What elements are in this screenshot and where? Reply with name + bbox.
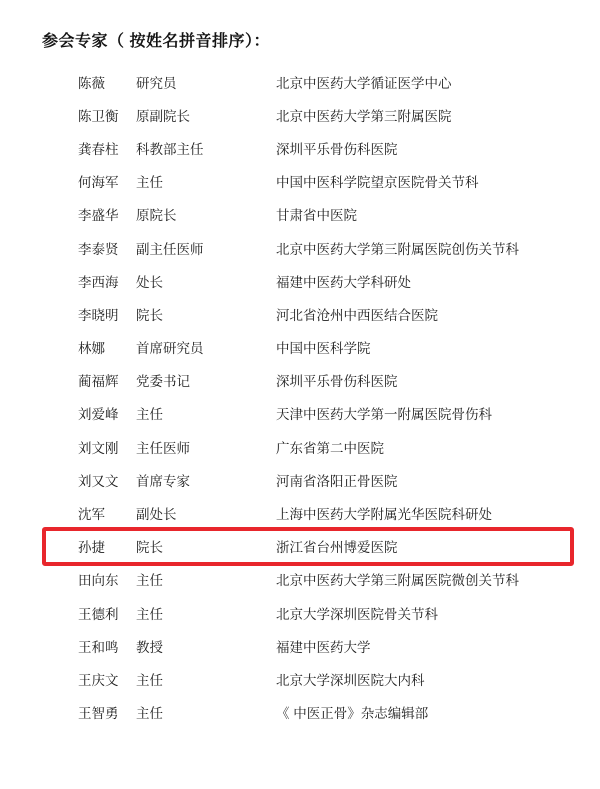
expert-title: 党委书记 bbox=[136, 374, 190, 390]
expert-name: 李西海 bbox=[78, 274, 119, 290]
table-row bbox=[40, 596, 576, 629]
expert-organization: 甘肃省中医院 bbox=[276, 208, 357, 224]
table-row bbox=[40, 231, 576, 264]
expert-name: 王和鸣 bbox=[78, 639, 119, 655]
expert-organization: 中国中医科学院 bbox=[276, 341, 371, 357]
expert-title: 院长 bbox=[136, 540, 163, 556]
table-row bbox=[40, 430, 576, 463]
table-row bbox=[40, 131, 576, 164]
expert-organization: 深圳平乐骨伤科医院 bbox=[276, 374, 398, 390]
expert-title: 主任 bbox=[136, 407, 163, 423]
expert-organization: 深圳平乐骨伤科医院 bbox=[276, 141, 398, 157]
expert-title: 首席研究员 bbox=[136, 341, 204, 357]
table-row bbox=[40, 65, 576, 98]
table-row bbox=[40, 364, 576, 397]
expert-title: 研究员 bbox=[136, 75, 177, 91]
expert-name: 何海军 bbox=[78, 175, 119, 191]
expert-name: 陈薇 bbox=[78, 75, 105, 91]
table-row bbox=[40, 397, 576, 430]
expert-title: 科教部主任 bbox=[136, 141, 204, 157]
expert-organization: 北京中医药大学第三附属医院微创关节科 bbox=[276, 573, 519, 589]
page-title: 参会专家（ 按姓名拼音排序）： bbox=[42, 33, 270, 50]
expert-roster-table bbox=[40, 65, 576, 729]
expert-name: 蔺福辉 bbox=[78, 374, 119, 390]
table-row bbox=[40, 165, 576, 198]
expert-title: 原副院长 bbox=[136, 108, 190, 124]
expert-title: 教授 bbox=[136, 639, 163, 655]
expert-name: 刘又文 bbox=[78, 473, 119, 489]
expert-title: 主任 bbox=[136, 706, 163, 722]
expert-name: 林娜 bbox=[78, 341, 105, 357]
expert-organization: 中国中医科学院望京医院骨关节科 bbox=[276, 175, 479, 191]
table-row bbox=[40, 530, 576, 563]
expert-name: 李盛华 bbox=[78, 208, 119, 224]
expert-name: 田向东 bbox=[78, 573, 119, 589]
expert-organization: 《 中医正骨》杂志编辑部 bbox=[276, 706, 429, 722]
table-row bbox=[40, 662, 576, 695]
expert-name: 孙捷 bbox=[78, 540, 105, 556]
table-row bbox=[40, 297, 576, 330]
table-row bbox=[40, 696, 576, 729]
expert-title: 主任 bbox=[136, 573, 163, 589]
expert-organization: 北京中医药大学第三附属医院 bbox=[276, 108, 452, 124]
expert-title: 主任 bbox=[136, 672, 163, 688]
expert-name: 李晓明 bbox=[78, 307, 119, 323]
expert-title: 主任医师 bbox=[136, 440, 190, 456]
expert-organization: 天津中医药大学第一附属医院骨伤科 bbox=[276, 407, 492, 423]
expert-organization: 北京大学深圳医院骨关节科 bbox=[276, 606, 438, 622]
expert-name: 刘文刚 bbox=[78, 440, 119, 456]
expert-title: 副处长 bbox=[136, 507, 177, 523]
expert-organization: 福建中医药大学科研处 bbox=[276, 274, 411, 290]
expert-organization: 福建中医药大学 bbox=[276, 639, 371, 655]
expert-organization: 北京中医药大学循证医学中心 bbox=[276, 75, 452, 91]
table-row bbox=[40, 496, 576, 529]
expert-name: 刘爱峰 bbox=[78, 407, 119, 423]
expert-title: 原院长 bbox=[136, 208, 177, 224]
expert-organization: 浙江省台州博爱医院 bbox=[276, 540, 398, 556]
table-row bbox=[40, 563, 576, 596]
expert-organization: 上海中医药大学附属光华医院科研处 bbox=[276, 507, 492, 523]
expert-title: 主任 bbox=[136, 606, 163, 622]
expert-name: 沈军 bbox=[78, 507, 105, 523]
table-row bbox=[40, 198, 576, 231]
expert-organization: 北京大学深圳医院大内科 bbox=[276, 672, 425, 688]
expert-title: 首席专家 bbox=[136, 473, 190, 489]
table-row bbox=[40, 629, 576, 662]
expert-name: 王德利 bbox=[78, 606, 119, 622]
table-row bbox=[40, 264, 576, 297]
expert-organization: 河北省沧州中西医结合医院 bbox=[276, 307, 438, 323]
table-row bbox=[40, 331, 576, 364]
expert-organization: 广东省第二中医院 bbox=[276, 440, 384, 456]
expert-name: 龚春柱 bbox=[78, 141, 119, 157]
expert-name: 李泰贤 bbox=[78, 241, 119, 257]
expert-organization: 北京中医药大学第三附属医院创伤关节科 bbox=[276, 241, 519, 257]
table-row bbox=[40, 463, 576, 496]
expert-organization: 河南省洛阳正骨医院 bbox=[276, 473, 398, 489]
expert-title: 副主任医师 bbox=[136, 241, 204, 257]
expert-name: 王庆文 bbox=[78, 672, 119, 688]
expert-name: 王智勇 bbox=[78, 706, 119, 722]
expert-title: 院长 bbox=[136, 307, 163, 323]
table-row bbox=[40, 98, 576, 131]
expert-name: 陈卫衡 bbox=[78, 108, 119, 124]
expert-title: 主任 bbox=[136, 175, 163, 191]
expert-title: 处长 bbox=[136, 274, 163, 290]
